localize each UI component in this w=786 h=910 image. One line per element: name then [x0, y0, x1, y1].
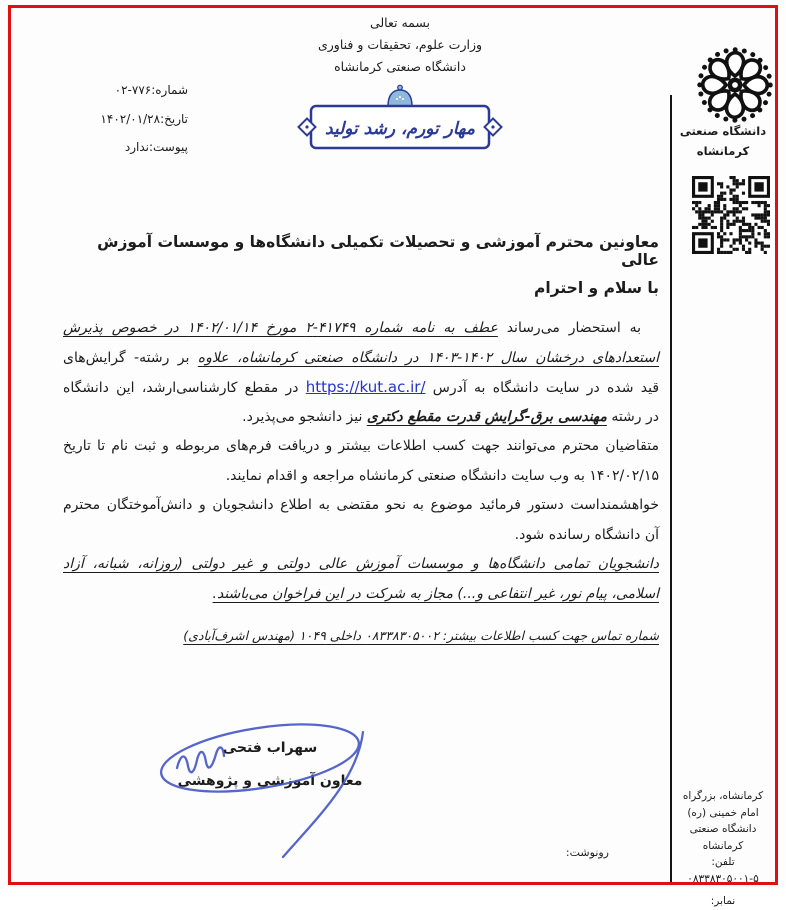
recipient-line: معاونین محترم آموزشی و تحصیلات تکمیلی دانشگاه‌ها و موسسات آموزش عالی: [97, 233, 659, 269]
sidebar-university-name: [674, 121, 772, 161]
body-text-segment: اسلامی، پیام نور، غیر انتفاعی و...) مجاز به شرکت در این فراخوان می‌باشند.: [212, 585, 659, 602]
body-text-segment: ۱۴۰۲/۰۲/۱۵ به وب سایت دانشگاه صنعتی کرمانشاه مراجعه و اقدام نمایند.: [225, 467, 659, 484]
body-line: [63, 521, 659, 551]
body-line: [63, 462, 659, 492]
body-text-segment: استعدادهای درخشان سال ۱۴۰۲-۱۴۰۳ در دانشگاه صنعتی کرمانشاه، علاوه: [197, 349, 659, 366]
cc-label: رونوشت:: [565, 846, 609, 859]
address-line: امام خمینی (ره): [687, 806, 759, 819]
body-line: [63, 550, 659, 580]
body-line: [63, 432, 659, 462]
sidebar-address: [675, 788, 771, 910]
body-text-segment: نیز دانشجو می‌پذیرد.: [242, 408, 367, 425]
address-line: کرمانشاه، بزرگراه: [682, 790, 764, 802]
sidebar-divider: [670, 95, 672, 882]
signer-name: سهراب فتحی: [222, 740, 318, 756]
body-line: [63, 314, 659, 344]
body-text-segment: به استحضار می‌رساند: [497, 320, 641, 336]
address-line: تلفن:: [711, 856, 735, 868]
letter-date: تاریخ:۱۴۰۲/۰۱/۲۸: [100, 111, 188, 126]
body-text-segment: آن دانشگاه رسانده شود.: [514, 526, 659, 543]
address-line: دانشگاه صنعتی کرمانشاه: [689, 823, 757, 852]
letter-meta: [56, 76, 188, 162]
letter-attachment: پیوست:ندارد: [124, 140, 188, 154]
contact-info-line: شماره تماس جهت کسب اطلاعات بیشتر: ۰۸۳۳۸۳۰۵۰۰۲ داخلی ۱۰۴۹ (مهندس اشرف‌آبادی): [183, 628, 659, 643]
letter-body: [63, 314, 659, 609]
body-line: [63, 491, 659, 521]
university-name: دانشگاه صنعتی کرمانشاه: [334, 59, 466, 74]
letter-number: شماره:۷۷۶-۰۲: [114, 83, 188, 97]
slogan-text: مهار تورم، رشد تولید: [325, 119, 475, 139]
sidebar-university-line1: دانشگاه صنعتی: [679, 124, 767, 138]
body-text-segment: در رشته: [606, 408, 659, 425]
letterhead: [190, 12, 610, 78]
body-text-segment: بر رشته- گرایش‌های: [63, 349, 198, 366]
body-line: [63, 580, 659, 610]
sidebar-university-line2: کرمانشاه: [696, 144, 750, 158]
body-text-segment: خواهشمنداست دستور فرمائید موضوع به نحو مقتضی به اطلاع دانشجویان و دانش‌آموختگان محترم: [63, 497, 659, 513]
signature-block: [150, 738, 390, 791]
body-line: [63, 373, 659, 403]
body-text-segment: متقاضیان محترم می‌توانند جهت کسب اطلاعات بیشتر و دریافت فرم‌های مربوطه و ثبت نام تا تاریخ: [63, 438, 659, 454]
body-line: [63, 344, 659, 374]
address-line: نمابر:: [710, 895, 736, 907]
body-text-segment: مهندسی برق-گرایش قدرت مقطع دکتری: [366, 408, 607, 425]
salutation-line: با سلام و احترام: [534, 279, 659, 297]
qr-code-icon: [692, 176, 770, 254]
bismillah-text: بسمه تعالی: [369, 15, 431, 30]
body-text-segment: قید شده در سایت دانشگاه به آدرس: [425, 380, 660, 396]
kut-website-link[interactable]: https://kut.ac.ir/: [305, 378, 426, 396]
body-line: [63, 403, 659, 433]
signer-title: معاون آموزشی و پژوهشی: [177, 773, 363, 789]
university-logo-icon: [694, 44, 776, 126]
slogan-emblem-icon: [297, 82, 503, 156]
body-text-segment: عطف به نامه شماره ۴۱۷۴۹-۲ مورخ ۱۴۰۲/۰۱/۱۴ در خصوص پذیرش: [63, 320, 498, 336]
body-text-segment: در مقطع کارشناسی‌ارشد، این دانشگاه: [63, 380, 306, 396]
address-line: ۰۸۳۳۸۳۰۵۰۰۱-۵: [687, 872, 759, 885]
ministry-name: وزارت علوم، تحقیقات و فناوری: [317, 37, 483, 52]
body-text-segment: دانشجویان تمامی دانشگاه‌ها و موسسات آموزش عالی دولتی و غیر دولتی (روزانه، شبانه، آزاد: [63, 556, 659, 572]
